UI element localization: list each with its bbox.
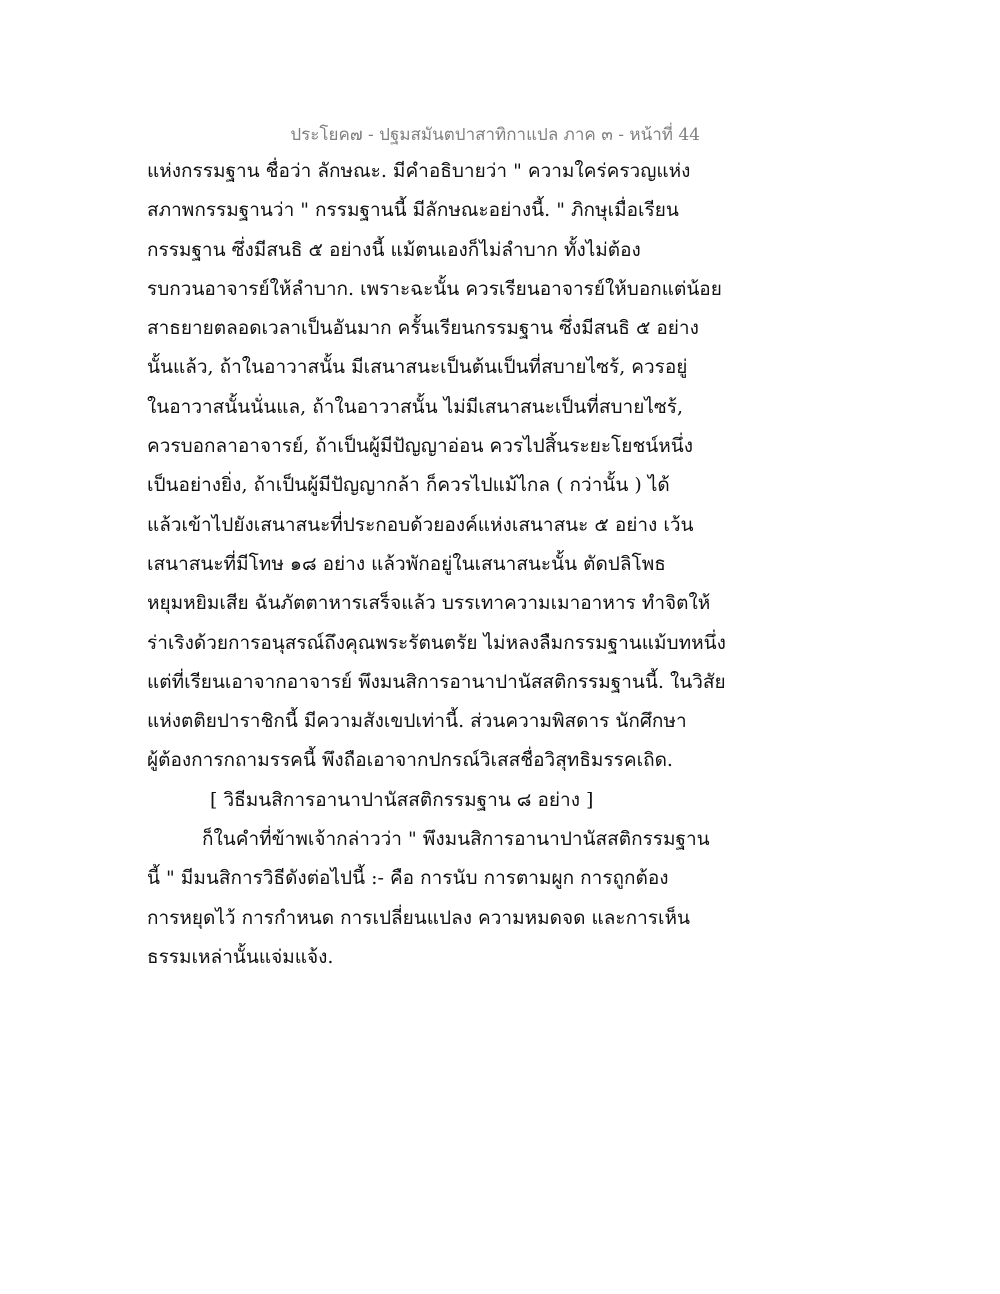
text-line: ในอาวาสนั้นนั่นแล, ถ้าในอาวาสนั้น ไม่มีเสนาสนะเป็นที่สบายไซร้, — [147, 395, 684, 418]
running-header: ประโยค๗ - ปฐมสมันตปาสาทิกาแปล ภาค ๓ - หน้าที่ 44 — [290, 125, 700, 145]
text-line: ร่าเริงด้วยการอนุสรณ์ถึงคุณพระรัตนตรัย ไม่หลงลืมกรรมฐานแม้บทหนึ่ง — [147, 631, 726, 654]
text-line: ผู้ต้องการกถามรรคนี้ พึงถือเอาจากปกรณ์วิเสสชื่อวิสุทธิมรรคเถิด. — [147, 749, 673, 772]
text-line: หยุมหยิมเสีย ฉันภัตตาหารเสร็จแล้ว บรรเทาความเมาอาหาร ทำจิตให้ — [147, 592, 711, 615]
text-line: รบกวนอาจารย์ให้ลำบาก. เพราะฉะนั้น ควรเรียนอาจารย์ให้บอกแต่น้อย — [147, 277, 722, 300]
text-line: แห่งตติยปาราชิกนี้ มีความสังเขปเท่านี้. ส่วนความพิสดาร นักศึกษา — [147, 710, 687, 733]
text-line: กรรมฐาน ซึ่งมีสนธิ ๕ อย่างนี้ แม้ตนเองก็ไม่ลำบาก ทั้งไม่ต้อง — [147, 238, 641, 261]
text-line: เป็นอย่างยิ่ง, ถ้าเป็นผู้มีปัญญากล้า ก็ควรไปแม้ไกล ( กว่านั้น ) ได้ — [147, 474, 670, 497]
text-line: การหยุดไว้ การกำหนด การเปลี่ยนแปลง ความหมดจด และการเห็น — [147, 906, 690, 929]
body-text — [147, 152, 747, 977]
text-line: สาธยายตลอดเวลาเป็นอันมาก ครั้นเรียนกรรมฐาน ซึ่งมีสนธิ ๕ อย่าง — [147, 317, 699, 340]
text-line: แห่งกรรมฐาน ชื่อว่า ลักษณะ. มีคำอธิบายว่า " ความใคร่ครวญแห่ง — [147, 160, 691, 182]
text-line: นี้ " มีมนสิการวิธีดังต่อไปนี้ :- คือ การนับ การตามผูก การถูกต้อง — [147, 867, 669, 890]
text-line: สภาพกรรมฐานว่า " กรรมฐานนี้ มีลักษณะอย่างนี้. " ภิกษุเมื่อเรียน — [147, 199, 679, 222]
text-line: ควรบอกลาอาจารย์, ถ้าเป็นผู้มีปัญญาอ่อน ควรไปสิ้นระยะโยชน์หนึ่ง — [147, 435, 694, 458]
text-line: นั้นแล้ว, ถ้าในอาวาสนั้น มีเสนาสนะเป็นต้นเป็นที่สบายไซร้, ควรอยู่ — [147, 356, 688, 379]
text-line: ก็ในคำที่ข้าพเจ้ากล่าวว่า " พึงมนสิการอานาปานัสสติกรรมฐาน — [202, 828, 710, 851]
text-line: ธรรมเหล่านั้นแจ่มแจ้ง. — [147, 945, 334, 968]
text-line: แต่ที่เรียนเอาจากอาจารย์ พึงมนสิการอานาปานัสสติกรรมฐานนี้. ในวิสัย — [147, 670, 726, 693]
text-line: แล้วเข้าไปยังเสนาสนะที่ประกอบด้วยองค์แห่งเสนาสนะ ๕ อย่าง เว้น — [147, 513, 694, 536]
text-line: เสนาสนะที่มีโทษ ๑๘ อย่าง แล้วพักอยู่ในเสนาสนะนั้น ตัดปลิโพธ — [147, 552, 666, 575]
section-heading: [ วิธีมนสิการอานาปานัสสติกรรมฐาน ๘ อย่าง ] — [210, 788, 594, 811]
